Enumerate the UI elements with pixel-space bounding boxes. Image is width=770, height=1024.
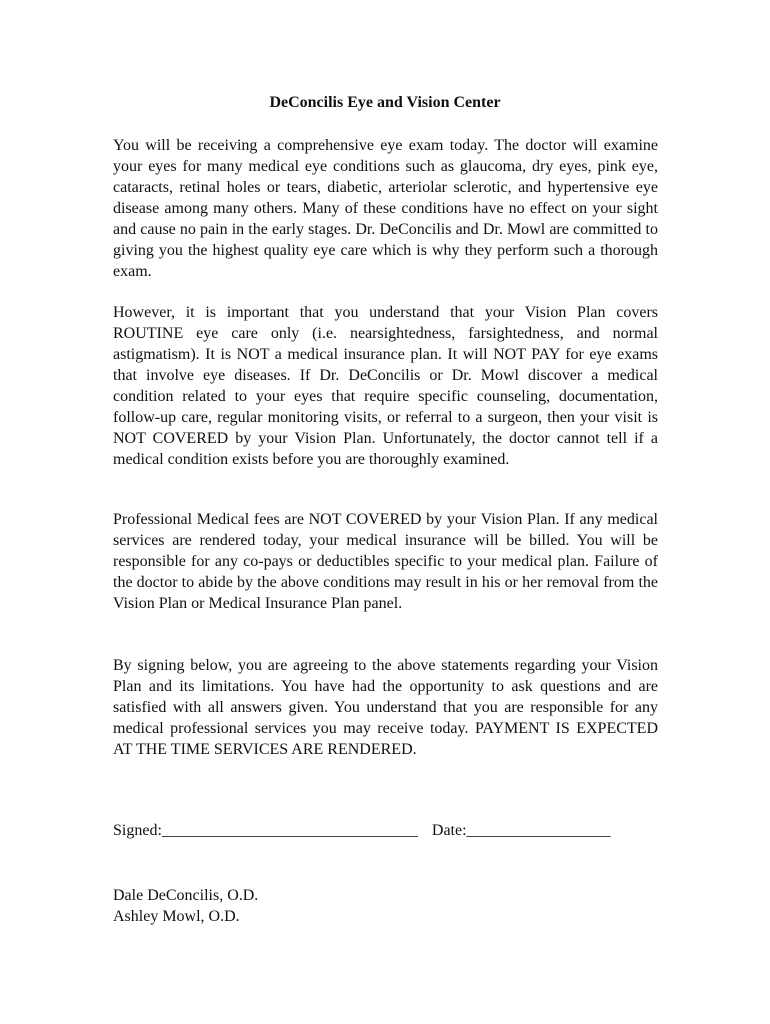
date-line[interactable]: Date:__________________ [431,822,611,839]
signatory-name: Dale DeConcilis, O.D. [113,887,259,904]
paragraph-agreement: By signing below, you are agreeing to the above statements regarding your Vision Plan and its limitations. You have had the opportunity to ask questions and are satisfied with all answers given. You understand that you are responsible for any medical professional services you may receive today. PAYMENT IS EXPECTED AT THE TIME SERVICES ARE RENDERED. [113,657,658,758]
signatory-name: Ashley Mowl, O.D. [113,908,240,925]
paragraph-medical-fees: Professional Medical fees are NOT COVERED by your Vision Plan. If any medical services are rendered today, your medical insurance will be billed. You will be responsible for any co-pays or deductibles specific to your medical plan. Failure of the doctor to abide by the above conditions may result in his or her removal from the Vision Plan or Medical Insurance Plan panel. [113,511,658,612]
signature-line[interactable]: Signed:________________________________ [113,822,418,839]
signatories-block [113,885,258,927]
paragraph-vision-plan-coverage: However, it is important that you understand that your Vision Plan covers ROUTINE eye care only (i.e. nearsightedness, farsightedness, and normal astigmatism). It is NOT a medical insurance plan. It will NOT PAY for eye exams that involve eye diseases. If Dr. DeConcilis or Dr. Mowl discover a medical condition related to your eyes that require specific counseling, documentation, follow-up care, regular monitoring visits, or referral to a surgeon, then your visit is NOT COVERED by your Vision Plan. Unfortunately, the doctor cannot tell if a medical condition exists before you are thoroughly examined. [113,304,658,468]
signature-row [113,820,611,841]
document-title: DeConcilis Eye and Vision Center [269,94,501,111]
paragraph-exam-intro: You will be receiving a comprehensive eye exam today. The doctor will examine your eyes for many medical eye conditions such as glaucoma, dry eyes, pink eye, cataracts, retinal holes or tears, diabetic, arteriolar sclerotic, and hypertensive eye disease among many others. Many of these conditions have no effect on your sight and cause no pain in the early stages. Dr. DeConcilis and Dr. Mowl are committed to giving you the highest quality eye care which is why they perform such a thorough exam. [113,137,658,280]
